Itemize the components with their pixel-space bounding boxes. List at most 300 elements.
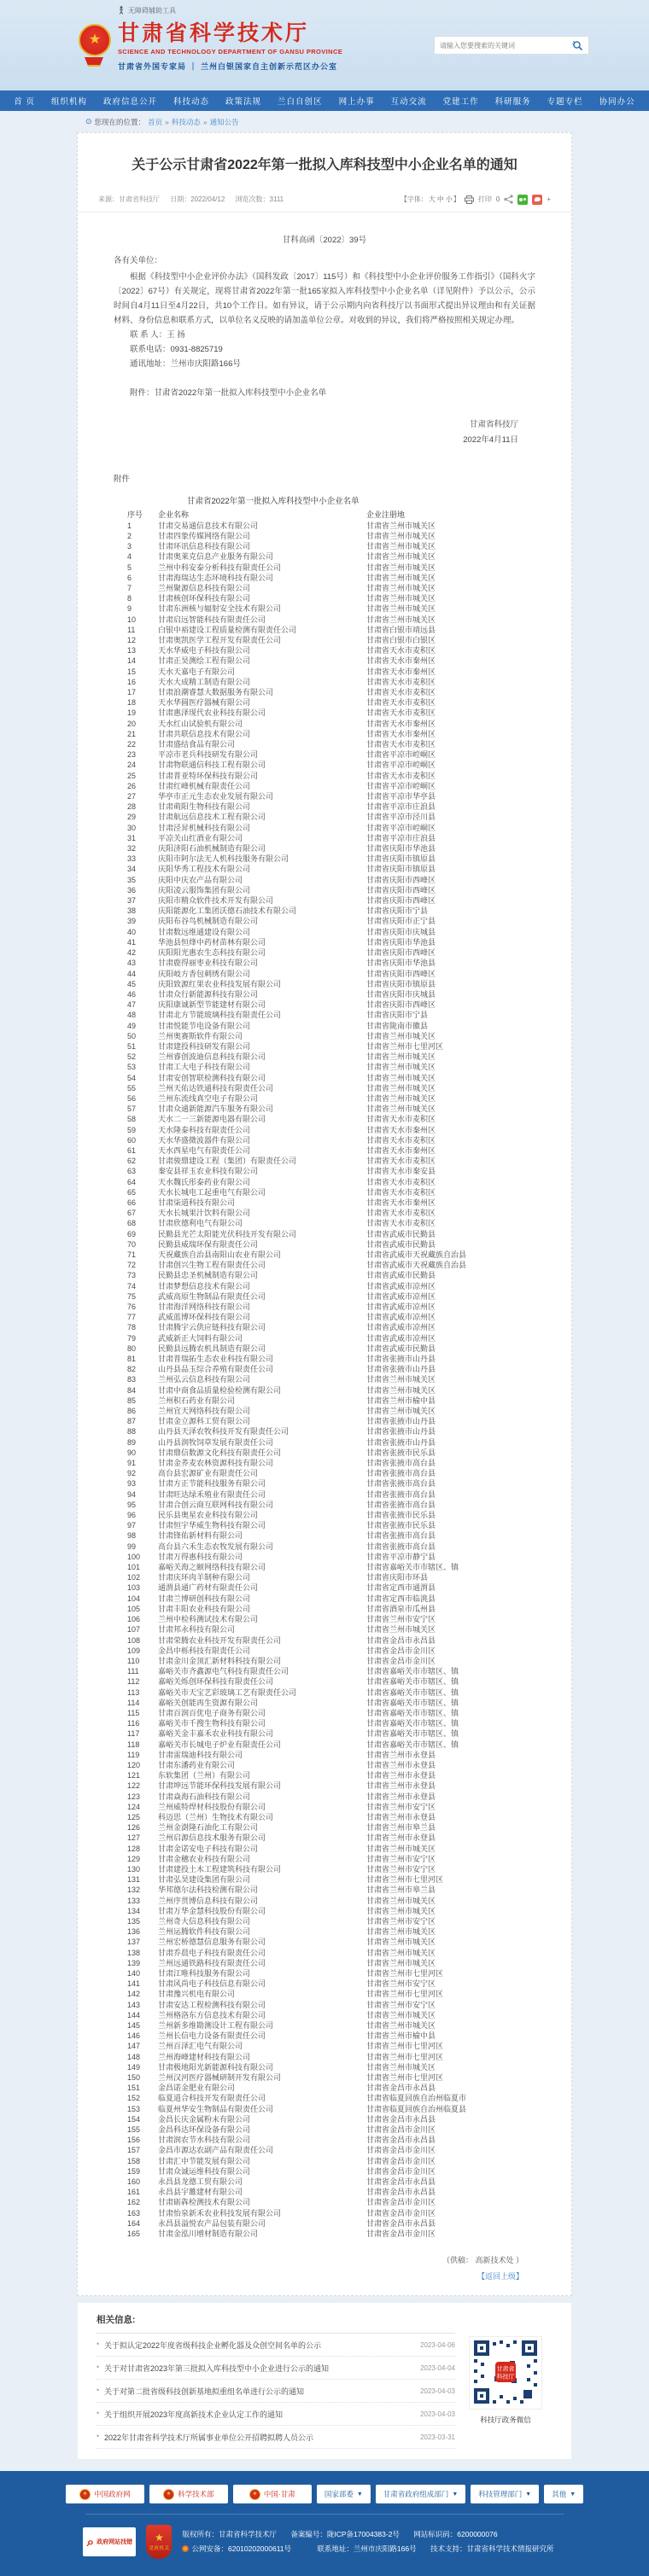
cell-company-name: 庆阳岐方香包刺绣有限公司 [158, 969, 251, 978]
cell-no: 134 [127, 1906, 141, 1915]
table-row [127, 1844, 554, 1854]
table-row [127, 1156, 554, 1166]
attachment-line: 附件：甘肃省2022年第一批拟入库科技型中小企业名单 [130, 388, 327, 398]
cell-location: 甘肃省兰州市城关区 [366, 531, 436, 540]
cell-location: 甘肃省天水市秦州区 [366, 719, 436, 728]
breadcrumb-link[interactable]: » 科技动态 [162, 118, 201, 126]
related-info-section [78, 2303, 571, 2459]
table-row [127, 760, 554, 770]
table-row [127, 2114, 554, 2124]
cell-no: 15 [127, 667, 137, 676]
table-row [127, 2031, 554, 2041]
cell-company-name: 临夏道合科技开发有限责任公司 [158, 2094, 266, 2103]
cell-no: 51 [127, 1041, 137, 1051]
cell-location: 甘肃省兰州市七里河区 [366, 1969, 444, 1978]
cell-location: 甘肃省庆阳市西峰区 [366, 1000, 436, 1010]
cell-location: 甘肃省庆阳市西峰区 [366, 896, 436, 906]
breadcrumb-link[interactable]: 首页 [148, 117, 163, 126]
site-error-report-badge[interactable] [83, 2527, 136, 2556]
table-row [127, 593, 554, 603]
cell-company-name: 甘肃邦永科技有限公司 [158, 1625, 236, 1635]
cell-company-name: 甘肃安达工程检测科技有限公司 [158, 2000, 266, 2009]
cell-location: 甘肃省天水市秦州区 [366, 1198, 436, 1207]
cell-no: 79 [127, 1333, 137, 1343]
location-dot-icon: ⊙ [85, 117, 92, 125]
table-row [127, 1385, 554, 1396]
cell-no: 82 [127, 1365, 137, 1374]
table-row [127, 1530, 554, 1541]
footer-dropdown[interactable]: 国家部委 ▼ [317, 2485, 371, 2503]
cell-location: 甘肃省金昌市金川区 [366, 1646, 436, 1655]
table-row [127, 729, 554, 739]
table-row [127, 1073, 554, 1083]
cell-no: 126 [127, 1823, 141, 1833]
cell-no: 20 [127, 719, 137, 728]
cell-company-name: 华邦德尔法科技检测有限公司 [158, 1885, 259, 1895]
col-header-no: 序号 [127, 510, 143, 520]
cell-location: 甘肃省平凉市泾川县 [366, 813, 436, 822]
table-row [127, 1552, 554, 1562]
nav-item[interactable]: 科技动态 [173, 97, 210, 107]
search-button[interactable] [566, 37, 588, 54]
cell-no: 113 [127, 1687, 140, 1697]
table-row [127, 1582, 554, 1593]
table-row [127, 2135, 554, 2145]
cell-no: 156 [127, 2136, 141, 2145]
breadcrumb-link[interactable]: » 通知公告 [201, 118, 239, 126]
cell-company-name: 甘肃众诚运维科技有限公司 [158, 2166, 251, 2176]
cell-company-name: 高台县六禾生态农牧发展有限公司 [158, 1542, 274, 1551]
table-row [127, 1646, 554, 1656]
table-row [127, 1437, 554, 1448]
table-row [127, 656, 554, 666]
cell-company-name: 兰州格洛东方信息技术有限公司 [158, 2010, 266, 2019]
nav-item[interactable]: 科研服务 [494, 97, 531, 107]
related-link[interactable]: • 关于对第二批省级科技创新基地拟重组名单进行公示的通知 [96, 2386, 304, 2397]
table-row [127, 603, 554, 614]
nav-item[interactable]: 互动交流 [390, 97, 427, 107]
cell-no: 2 [127, 531, 132, 540]
cell-company-name: 庆阳能源化工集团沃德石油技术有限公司 [158, 906, 297, 916]
cell-company-name: 甘肃普瑞拓生态农业科技有限公司 [158, 1355, 274, 1364]
table-row [127, 1166, 554, 1176]
cell-company-name: 民勤县忠圣机械制造有限公司 [158, 1271, 259, 1280]
cell-location: 甘肃省兰州市永登县 [366, 1812, 436, 1821]
party-gov-badge[interactable] [146, 2525, 172, 2559]
cell-company-name: 秦安县祥玉农业科技有限公司 [158, 1167, 259, 1176]
cell-company-name: 甘肃万华金慧科技股份有限公司 [158, 1906, 266, 1915]
cell-company-name: 天水大成精工制造有限公司 [158, 677, 251, 686]
table-row [127, 1208, 554, 1218]
cell-location: 甘肃省天水市麦积区 [366, 1187, 436, 1197]
cell-location: 甘肃省兰州市永登县 [366, 1771, 436, 1780]
cell-company-name: 兰州金澍隆石油化工有限公司 [158, 1823, 259, 1833]
cell-no: 68 [127, 1219, 137, 1228]
cell-location: 甘肃省兰州市榆中县 [366, 1396, 436, 1405]
cell-no: 154 [127, 2114, 141, 2124]
nav-item[interactable]: 政策法规 [225, 97, 262, 107]
table-row [127, 1979, 554, 1989]
cell-no: 152 [127, 2094, 141, 2103]
cell-location: 甘肃省天水市麦积区 [366, 771, 436, 780]
cell-company-name: 甘肃普亚特环保科技有限公司 [158, 771, 259, 780]
table-row [127, 864, 554, 874]
wechat-share-icon[interactable] [517, 195, 528, 205]
cell-company-name: 嘉峪关市齐鑫源电气科技有限责任公司 [158, 1667, 289, 1676]
cell-location: 甘肃省兰州市皋兰县 [366, 1885, 436, 1895]
cell-no: 85 [127, 1396, 137, 1405]
cell-no: 78 [127, 1323, 137, 1332]
related-link[interactable]: • 关于组织开展2023年度高新技术企业认定工作的通知 [96, 2409, 283, 2420]
cell-no: 16 [127, 677, 137, 686]
nav-item[interactable]: 首 页 [14, 97, 35, 107]
table-row [127, 1937, 554, 1947]
cell-no: 32 [127, 844, 137, 854]
table-row [127, 1343, 554, 1354]
footer-gov-link[interactable]: ★ 中国·甘肃 [233, 2485, 312, 2503]
cell-location: 甘肃省天水市秦州区 [366, 1125, 436, 1134]
meta-source: 来源：甘肃省科技厅 [98, 195, 160, 204]
breadcrumb [0, 111, 649, 132]
table-row [127, 1281, 554, 1291]
search-input[interactable] [435, 42, 566, 50]
cell-company-name: 兰州宏桥德慧信息服务有限公司 [158, 1938, 266, 1947]
cell-no: 132 [127, 1885, 141, 1895]
cell-company-name: 华池县恒烽中药材苗林有限公司 [158, 937, 266, 947]
table-row [127, 801, 554, 812]
cell-no: 28 [127, 802, 137, 812]
cell-location: 甘肃省兰州市榆中县 [366, 2031, 436, 2041]
nav-item[interactable]: 专题专栏 [547, 97, 583, 107]
cell-no: 37 [127, 896, 137, 906]
cell-location: 甘肃省兰州市皋兰县 [366, 1823, 436, 1833]
page-title: 关于公示甘肃省2022年第一批拟入库科技型中小企业名单的通知 [132, 157, 517, 172]
accessibility-label[interactable]: 无障碍辅助工具 [128, 6, 176, 15]
related-heading: 相关信息: [96, 2315, 136, 2326]
qr-caption: 科技厅政务微信 [480, 2416, 531, 2425]
cell-no: 135 [127, 1916, 141, 1926]
table-row [127, 1666, 554, 1676]
cell-company-name: 甘肃奥凯医学工程开发有限责任公司 [158, 636, 282, 644]
accessibility-person-icon [118, 6, 125, 15]
cell-company-name: 甘肃众行新能源科技有限公司 [158, 989, 259, 999]
signer: 甘肃省科技厅 [469, 419, 518, 429]
table-row [127, 1698, 554, 1708]
table-row [127, 833, 554, 843]
footer-dropdown[interactable]: 其他 ▼ [544, 2485, 583, 2503]
print-label[interactable]: 打印 [477, 195, 492, 204]
cell-company-name: 甘肃荣腾农业科技开发有限责任公司 [158, 1635, 282, 1645]
table-row [127, 1125, 554, 1135]
tech-support: 技术支持：甘肃省科学技术情报研究所 [430, 2544, 554, 2554]
cell-location: 甘肃省兰州市七里河区 [366, 2052, 444, 2061]
related-link[interactable]: • 关于对甘肃省2023年第三批拟入库科技型中小企业进行公示的通知 [96, 2363, 329, 2374]
table-row [127, 1333, 554, 1343]
cell-no: 70 [127, 1239, 137, 1249]
share-icon[interactable] [504, 195, 513, 204]
cell-location: 甘肃省庆阳市华池县 [366, 844, 436, 854]
mini-emblem-icon: ★ [249, 2489, 260, 2500]
cell-location: 甘肃省武威市凉州区 [366, 1313, 436, 1322]
national-emblem-logo [79, 24, 109, 68]
table-row [127, 2177, 554, 2187]
cell-company-name: 甘肃安创智联检测科技有限公司 [158, 1073, 266, 1082]
table-row [127, 1864, 554, 1874]
cell-company-name: 天水魏氏彤泰药业有限公司 [158, 1177, 251, 1186]
cell-location: 甘肃省庆阳市西峰区 [366, 885, 436, 895]
attachment-label: 附件 [114, 474, 131, 484]
cell-company-name: 永昌县宇雒建材有限公司 [158, 2188, 243, 2197]
cell-company-name: 兰州奥赛斯软件有限公司 [158, 1031, 243, 1040]
table-row [127, 1750, 554, 1760]
cell-location: 甘肃省庆阳市西峰区 [366, 969, 436, 978]
cell-no: 104 [127, 1594, 141, 1603]
cell-no: 107 [127, 1625, 141, 1635]
cell-no: 122 [127, 1781, 141, 1791]
cell-location: 甘肃省金昌市金川区 [366, 2146, 436, 2155]
nav-item[interactable]: 网上办事 [338, 97, 375, 107]
footer-gov-link[interactable]: ★ 中国政府网 [66, 2485, 144, 2503]
cell-company-name: 天水长城果汁饮料有限公司 [158, 1209, 251, 1218]
body-paragraph: 根据《科技型中小企业评价办法》（国科发政〔2017〕115号）和《科技型中小企业评价服务工作指引》（国科火字〔2022〕67号）有关规定，现将甘肃省2022年第一批165家拟入库科技型中小企业名单（详见附件）予以公示，公示时间自4月11日至4月22日，共10个工作日。如有异议，请于公示期内向省科技厅以书面形式提出异议理由和有关证据材料、身份信息和联系方式，以单位名义反映的请加盖单位公章。对收到的异议，我们将严格按照相关规定办理。 [114, 271, 535, 326]
cell-location: 甘肃省张掖市山丹县 [366, 1427, 436, 1437]
table-row [127, 1885, 554, 1895]
cell-no: 163 [127, 2208, 141, 2218]
nav-item[interactable]: 政府信息公开 [103, 97, 158, 107]
cell-company-name: 科迈思（兰州）生物技术有限公司 [158, 1812, 274, 1821]
party-gov-label: 党政机关 [149, 2546, 170, 2552]
chevron-down-icon: ▼ [356, 2491, 363, 2497]
cell-location: 甘肃省金昌市金川区 [366, 2125, 436, 2135]
article-meta [78, 193, 571, 213]
cell-location: 甘肃省庆阳市镇原县 [366, 865, 436, 874]
cell-location: 甘肃省武威市天祝藏族自治县 [366, 1250, 467, 1259]
cell-location: 甘肃省白银市靖远县 [366, 625, 436, 634]
table-row [127, 645, 554, 656]
cell-company-name: 天祝藏族自治县南阳山农业有限公司 [158, 1250, 282, 1259]
cell-company-name: 永昌县溢悦农产品包装有限公司 [158, 2218, 266, 2228]
cell-company-name: 天水二一三新能源电器有限公司 [158, 1115, 266, 1124]
table-row [127, 927, 554, 937]
cell-company-name: 甘肃环讯信息科技有限公司 [158, 542, 251, 551]
cell-location: 甘肃省嘉峪关市市辖区、镇 [366, 1708, 459, 1717]
table-row [127, 551, 554, 562]
cell-location: 甘肃省兰州市城关区 [366, 604, 436, 614]
cell-company-name: 甘肃创兴生物工程有限责任公司 [158, 1261, 266, 1270]
cell-company-name: 甘肃金诺安电子科技有限公司 [158, 1844, 259, 1853]
cell-location: 甘肃省兰州市安宁区 [366, 1979, 436, 1989]
table-row [127, 1468, 554, 1478]
table-row [127, 1542, 554, 1552]
cell-company-name: 嘉峪关市长城电子炉业有限责任公司 [158, 1740, 282, 1749]
cell-company-name: 庆阳康诚新型节能建材有限公司 [158, 1000, 266, 1010]
table-row [127, 1906, 554, 1916]
cell-no: 114 [127, 1698, 140, 1707]
cell-company-name: 甘肃砺犇检测技术有限公司 [158, 2198, 251, 2207]
cell-no: 11 [127, 625, 136, 634]
cell-location: 甘肃省兰州市城关区 [366, 521, 436, 530]
cell-location: 甘肃省天水市秦州区 [366, 729, 436, 738]
cell-company-name: 甘肃泾昇机械科技有限公司 [158, 823, 251, 832]
cell-company-name: 甘肃交易通信息技术有限公司 [158, 521, 259, 530]
site-code: 网站标识码：6200000076 [413, 2530, 498, 2539]
cell-no: 40 [127, 927, 137, 936]
nav-item[interactable]: 组织机构 [50, 97, 87, 107]
table-row [127, 739, 554, 749]
cell-no: 96 [127, 1511, 137, 1520]
table-row [127, 1145, 554, 1156]
cell-company-name: 民勤县威瑞环保有限责任公司 [158, 1239, 259, 1249]
footer-divider [85, 2514, 564, 2515]
cell-company-name: 甘肃海瑞达生态环境科技有限公司 [158, 573, 274, 582]
cell-company-name: 兰州东流线真空电子有限公司 [158, 1093, 259, 1103]
footer-dropdown[interactable]: 科技管理部门 ▼ [471, 2485, 539, 2503]
cell-location: 甘肃省庆阳市宁县 [366, 906, 429, 916]
cell-location: 甘肃省兰州市城关区 [366, 1938, 436, 1947]
attachment-table-title: 甘肃省2022年第一批拟入库科技型中小企业名单 [187, 496, 360, 506]
table-row [127, 2218, 554, 2229]
table-row [127, 854, 554, 864]
cell-location: 甘肃省张掖市民乐县 [366, 1521, 436, 1530]
cell-no: 86 [127, 1407, 137, 1416]
font-mid-button[interactable]: 中 [436, 195, 444, 204]
cell-location: 甘肃省嘉峪关市市辖区、镇 [366, 1729, 459, 1739]
cell-company-name: 嘉峪关金丰嘉禾农业科技有限公司 [158, 1729, 274, 1739]
cell-no: 153 [127, 2104, 141, 2113]
cell-location: 甘肃省天水市秦州区 [366, 667, 436, 676]
print-icon[interactable] [465, 195, 474, 204]
cell-no: 120 [127, 1760, 141, 1769]
cell-company-name: 兰州睿创波迪信息科技有限公司 [158, 1052, 266, 1062]
table-row [127, 1604, 554, 1614]
cell-no: 137 [127, 1938, 141, 1947]
cell-location: 甘肃省兰州市七里河区 [366, 1041, 444, 1051]
cell-company-name: 庆阳华秀工程技术有限公司 [158, 865, 251, 874]
cell-location: 甘肃省兰州市城关区 [366, 594, 436, 603]
table-row [127, 2124, 554, 2135]
table-row [127, 697, 554, 708]
cell-company-name: 天水华威电子科技有限公司 [158, 646, 251, 656]
cell-no: 64 [127, 1177, 137, 1186]
cell-no: 19 [127, 708, 137, 718]
cell-location: 甘肃省武威市凉州区 [366, 1303, 436, 1311]
cell-location: 甘肃省兰州市七里河区 [366, 2073, 444, 2083]
cell-no: 157 [127, 2146, 141, 2155]
cell-no: 9 [127, 604, 132, 614]
related-link[interactable]: • 2022年甘肃省科学技术厅所属事业单位公开招聘拟聘人员公示 [96, 2432, 313, 2443]
back-to-parent-link[interactable]: 【返回上级】 [477, 2272, 523, 2282]
cell-location: 甘肃省兰州市城关区 [366, 1927, 436, 1937]
cell-location: 甘肃省兰州市安宁区 [366, 1916, 436, 1926]
cell-no: 140 [127, 1969, 141, 1978]
font-big-button[interactable]: 大 [428, 195, 436, 204]
table-row [127, 1562, 554, 1572]
cell-company-name: 白银中裕建设工程质量检测有限责任公司 [158, 625, 297, 634]
cell-company-name: 武威高原生物制品有限责任公司 [158, 1291, 266, 1301]
cell-company-name: 民乐县奥星农业科技有限公司 [158, 1511, 259, 1520]
cell-location: 甘肃省兰州市城关区 [366, 615, 436, 624]
cell-location: 甘肃省兰州市城关区 [366, 2021, 436, 2031]
cell-company-name: 兰州远通铁路科技有限责任公司 [158, 1958, 266, 1967]
cell-location: 甘肃省张掖市山丹县 [366, 1417, 436, 1426]
cell-no: 36 [127, 885, 137, 895]
table-row [127, 771, 554, 781]
cell-location: 甘肃省金昌市永昌县 [366, 2084, 436, 2093]
table-row [127, 1000, 554, 1010]
table-row [127, 1968, 554, 1979]
cell-no: 42 [127, 948, 137, 958]
cell-no: 31 [127, 833, 137, 842]
table-row [127, 1104, 554, 1114]
table-row [127, 562, 554, 573]
font-small-button[interactable]: 小 [445, 195, 453, 204]
cell-company-name: 甘肃工大电子科技有限公司 [158, 1063, 251, 1072]
cell-company-name: 民勤县远腾农机具制造有限公司 [158, 1343, 266, 1353]
cell-company-name: 庆阳市阿尔法无人机科技服务有限公司 [158, 854, 289, 864]
related-link[interactable]: • 关于拟认定2022年度省级科技企业孵化器及众创空间名单的公示 [96, 2340, 321, 2351]
cell-company-name: 天水隆泰科技有限责任公司 [158, 1125, 251, 1134]
chevron-down-icon: ▼ [570, 2491, 576, 2497]
weibo-share-icon[interactable] [532, 195, 542, 205]
cell-location: 甘肃省兰州市城关区 [366, 1052, 436, 1062]
cell-location: 甘肃省张掖市民乐县 [366, 1448, 436, 1457]
table-row [127, 1198, 554, 1208]
cell-no: 7 [127, 583, 132, 592]
cell-no: 84 [127, 1385, 137, 1395]
cell-location: 甘肃省兰州市安宁区 [366, 1615, 436, 1624]
related-list-item [96, 2380, 455, 2403]
cell-location: 甘肃省金昌市金川区 [366, 2156, 436, 2165]
accessibility-bar[interactable] [0, 0, 649, 17]
cell-location: 甘肃省金昌市金川区 [366, 2166, 436, 2176]
cell-company-name: 甘肃乔晨电子科技有限责任公司 [158, 1948, 266, 1957]
footer-gov-link[interactable]: ★ 科学技术部 [149, 2485, 228, 2503]
cell-location: 甘肃省兰州市安宁区 [366, 2000, 436, 2009]
cell-company-name: 天水天嘉电子有限公司 [158, 667, 236, 676]
site-title: 甘肃省科学技术厅 [118, 22, 310, 45]
more-share-button[interactable]: + [547, 195, 551, 204]
nav-item[interactable]: 协同办公 [599, 97, 635, 107]
table-row [127, 2187, 554, 2197]
table-row [127, 895, 554, 906]
cell-location: 甘肃省天水市秦州区 [366, 656, 436, 666]
cell-no: 75 [127, 1291, 137, 1301]
cell-company-name: 甘肃梦想信息技术有限公司 [158, 1281, 251, 1291]
cell-no: 91 [127, 1459, 137, 1468]
cell-location: 甘肃省武威市民勤县 [366, 1343, 436, 1353]
cell-location: 甘肃省天水市麦积区 [366, 688, 436, 697]
cell-location: 甘肃省兰州市城关区 [366, 2062, 436, 2072]
cell-location: 甘肃省天水市麦积区 [366, 698, 436, 708]
nav-item[interactable]: 党建工作 [442, 97, 479, 107]
cell-location: 甘肃省庆阳市华池县 [366, 959, 436, 968]
cell-location: 甘肃省兰州市城关区 [366, 1093, 436, 1103]
cell-no: 80 [127, 1343, 137, 1353]
cell-no: 141 [127, 1979, 141, 1989]
cell-location: 甘肃省兰州市城关区 [366, 1385, 436, 1395]
gongan-number: 公网安备：62010202000611号 [191, 2544, 292, 2554]
cell-company-name: 甘肃建投土木工程建筑科技有限公司 [158, 1864, 282, 1874]
cell-no: 129 [127, 1854, 141, 1863]
footer-dropdown[interactable]: 甘肃省政府组成部门 ▼ [376, 2485, 465, 2503]
contact-address: 通讯地址：兰州市庆阳路166号 [130, 359, 241, 370]
cell-location: 甘肃省张掖市高台县 [366, 1542, 436, 1551]
cell-company-name: 临夏州华安生物制品有限责任公司 [158, 2104, 274, 2113]
nav-item[interactable]: 兰白自创区 [278, 97, 323, 107]
table-row [127, 1135, 554, 1145]
table-row [127, 885, 554, 895]
emblem-star-icon: ★ [79, 24, 111, 56]
